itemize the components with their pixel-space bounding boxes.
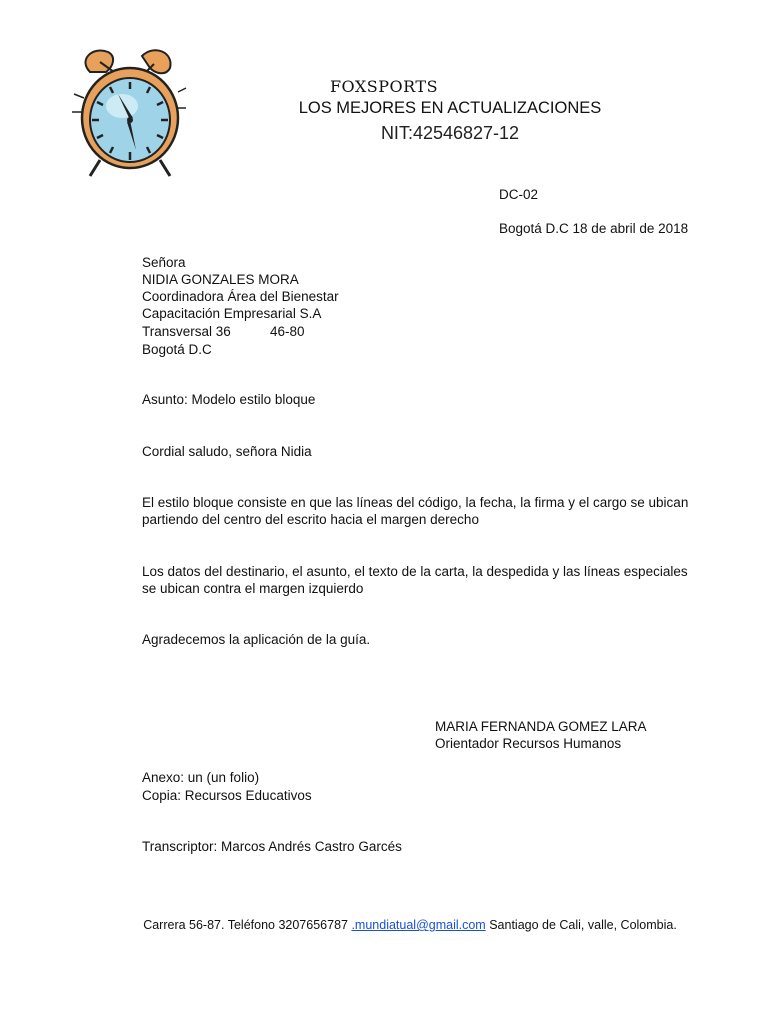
signature-title: Orientador Recursos Humanos: [435, 736, 622, 751]
recipient-name: NIDIA GONZALES MORA: [142, 272, 299, 287]
transcriber-line: Transcriptor: Marcos Andrés Castro Garcés: [142, 839, 402, 854]
recipient-street: Transversal 36: [142, 324, 231, 339]
copy-line: Copia: Recursos Educativos: [142, 788, 312, 803]
body-paragraph-1-line-2: partiendo del centro del escrito hacia el margen derecho: [142, 512, 479, 527]
recipient-city: Bogotá D.C: [142, 342, 212, 357]
signature-name: MARIA FERNANDA GOMEZ LARA: [435, 719, 647, 734]
recipient-position: Coordinadora Área del Bienestar: [142, 289, 339, 304]
footer-contact: [0, 918, 768, 932]
greeting: Cordial saludo, señora Nidia: [142, 444, 312, 459]
company-slogan: LOS MEJORES EN ACTUALIZACIONES: [298, 99, 602, 117]
recipient-title: Señora: [142, 255, 186, 270]
body-paragraph-3: Agradecemos la aplicación de la guía.: [142, 632, 371, 647]
footer-city: Santiago de Cali, valle, Colombia.: [485, 918, 677, 932]
footer-email-link[interactable]: .mundiatual@gmail.com: [351, 918, 486, 932]
body-paragraph-2-line-1: Los datos del destinario, el asunto, el texto de la carta, la despedida y las líneas especiales: [142, 564, 688, 579]
footer-address-phone: Carrera 56-87. Teléfono 3207656787: [143, 918, 352, 932]
company-name: FOXSPORTS: [329, 77, 439, 96]
body-paragraph-2-line-2: se ubican contra el margen izquierdo: [142, 581, 364, 596]
recipient-company: Capacitación Empresarial S.A: [142, 306, 322, 321]
company-nit: NIT:42546827-12: [380, 123, 520, 143]
annex-line: Anexo: un (un folio): [142, 770, 260, 785]
subject-line: Asunto: Modelo estilo bloque: [142, 392, 316, 407]
document-code: DC-02: [499, 187, 539, 202]
body-paragraph-1-line-1: El estilo bloque consiste en que las líneas del código, la fecha, la firma y el cargo se ubican: [142, 495, 689, 510]
document-date: Bogotá D.C 18 de abril de 2018: [499, 221, 689, 236]
recipient-street-number: 46-80: [270, 324, 305, 339]
